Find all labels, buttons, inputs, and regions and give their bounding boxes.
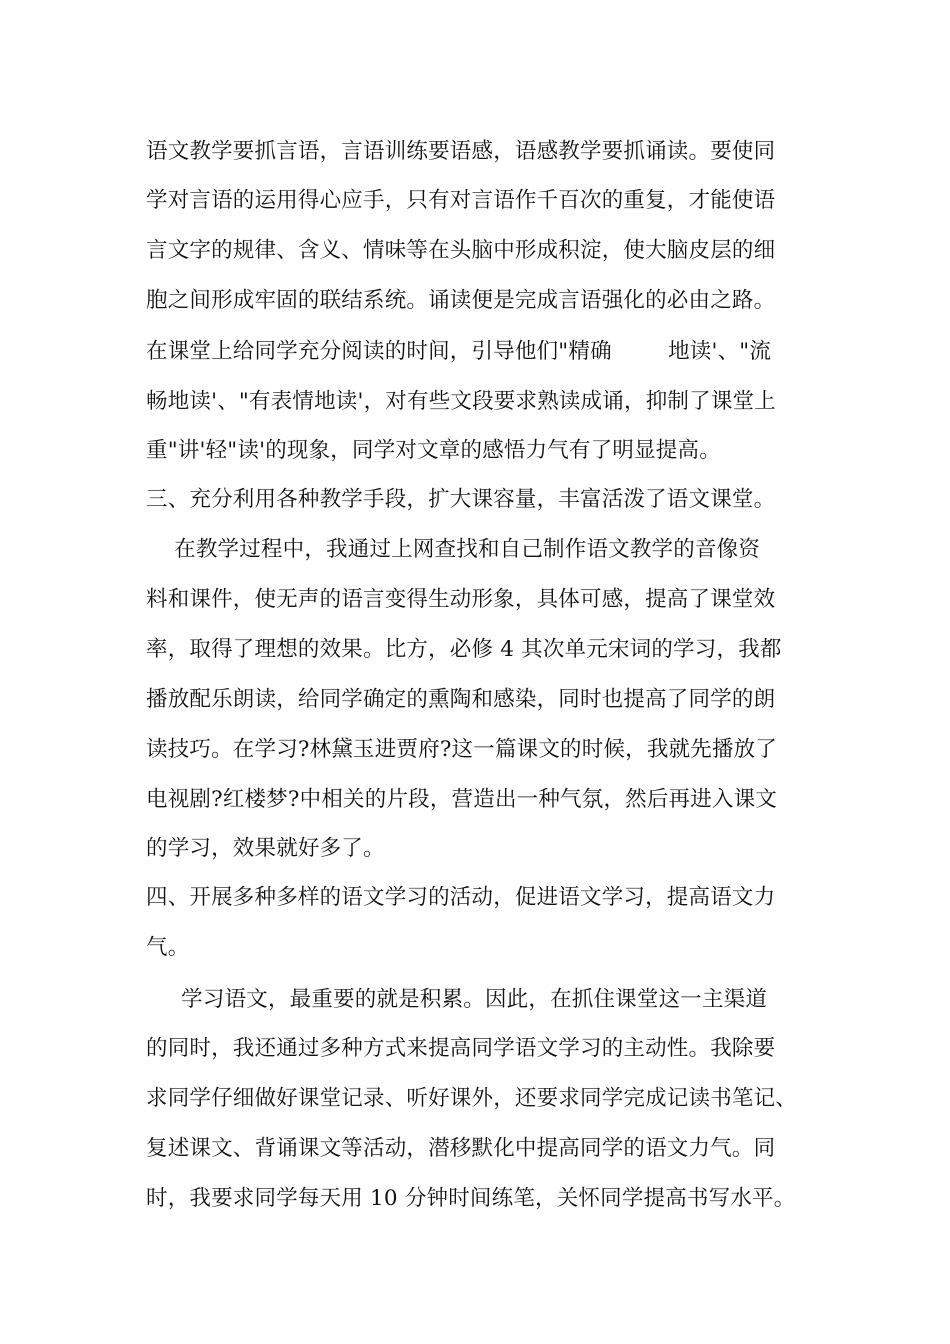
text-line: 料和课件，使无声的语言变得生动形象，具体可感，提高了课堂效: [146, 587, 776, 612]
section-heading: 四、开展多种多样的语文学习的活动，促进语文学习，提高语文力: [146, 885, 776, 910]
text-line: 语文教学要抓言语，言语训练要语感，语感教学要抓诵读。要使同: [146, 139, 776, 164]
text-line: 在教学过程中，我通过上网查找和自己制作语文教学的音像资: [146, 537, 761, 562]
text-line: 学对言语的运用得心应手，只有对言语作千百次的重复，才能使语: [146, 188, 776, 213]
text-line: 播放配乐朗读，给同学确定的熏陶和感染，同时也提高了同学的朗: [146, 687, 776, 712]
text-line: 复述课文、背诵课文等活动，潜移默化中提高同学的语文力气。同: [146, 1136, 776, 1161]
text-line: 率，取得了理想的效果。比方，必修 4 其次单元宋词的学习，我都: [146, 637, 782, 662]
text-line: 重"讲'轻"读'的现象，同学对文章的感悟力气有了明显提高。: [146, 438, 721, 463]
section-heading: 三、充分利用各种教学手段，扩大课容量，丰富活泼了语文课堂。: [146, 487, 776, 512]
text-line: 求同学仔细做好课堂记录、听好课外，还要求同学完成记读书笔记、: [146, 1086, 798, 1111]
text-line: 电视剧?红楼梦?中相关的片段，营造出一种气氛，然后再进入课文: [146, 787, 778, 812]
text-line: 的同时，我还通过多种方式来提高同学语文学习的主动性。我除要: [146, 1036, 776, 1061]
text-line: 读技巧。在学习?林黛玉进贾府?这一篇课文的时候，我就先播放了: [146, 737, 778, 762]
text-line: 在课堂上给同学充分阅读的时间，引导他们"精确 地读'、"流: [146, 339, 772, 364]
text-line: 畅地读'、"有表情地读'，对有些文段要求熟读成诵，抑制了课堂上: [146, 389, 776, 414]
text-line: 时，我要求同学每天用 10 分钟时间练笔，关怀同学提高书写水平。: [146, 1186, 796, 1211]
section-heading: 气。: [146, 935, 190, 960]
text-line: 言文字的规律、含义、情味等在头脑中形成积淀，使大脑皮层的细: [146, 238, 776, 263]
text-line: 胞之间形成牢固的联结系统。诵读便是完成言语强化的必由之路。: [146, 288, 776, 313]
text-line: 学习语文，最重要的就是积累。因此，在抓住课堂这一主渠道: [146, 987, 768, 1012]
text-line: 的学习，效果就好多了。: [146, 836, 385, 861]
